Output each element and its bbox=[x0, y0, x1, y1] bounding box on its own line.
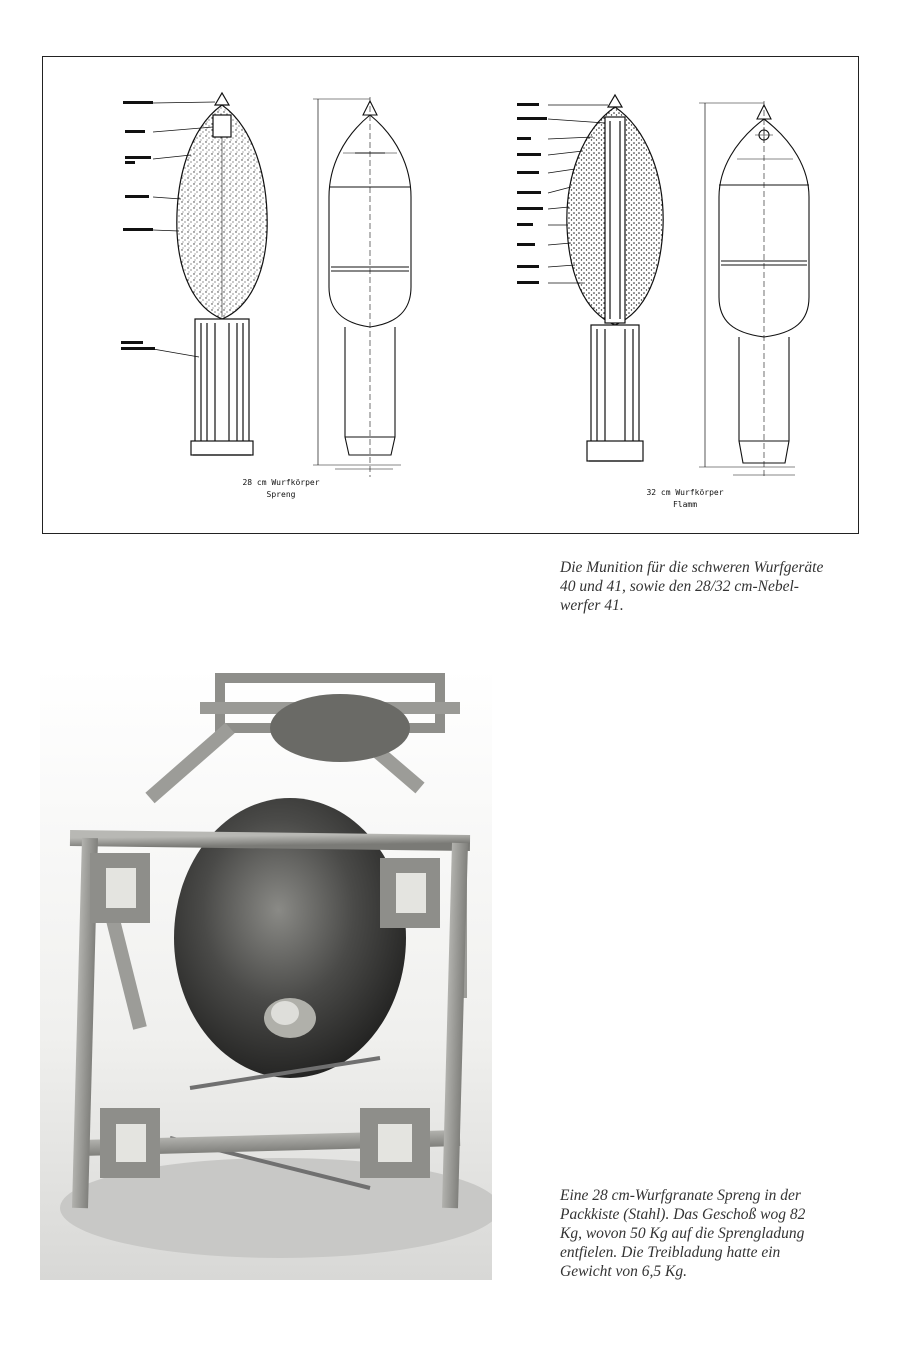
caption-wurfgranate-line: entfielen. Die Treibladung hatte ein bbox=[560, 1244, 781, 1261]
caption-wurfgranate-line: Eine 28 cm-Wurfgranate Spreng in der bbox=[560, 1187, 801, 1204]
caption-wurfgranate bbox=[560, 1186, 805, 1281]
drawing-label-32cm bbox=[635, 487, 735, 511]
photo-packkiste bbox=[40, 668, 492, 1280]
rocket-32cm-outline bbox=[699, 101, 809, 477]
rocket-28cm-section bbox=[121, 93, 267, 455]
caption-munition bbox=[560, 558, 823, 615]
rocket-drawings bbox=[43, 57, 860, 535]
caption-munition-line: 40 und 41, sowie den 28/32 cm-Nebel- bbox=[560, 578, 799, 595]
rocket-28cm-outline bbox=[313, 97, 411, 477]
caption-munition-line: Die Munition für die schweren Wurfgeräte bbox=[560, 559, 824, 576]
technical-drawing-figure bbox=[42, 56, 859, 534]
drawing-label-32cm-line2: Flamm bbox=[672, 500, 698, 509]
caption-wurfgranate-line: Gewicht von 6,5 Kg. bbox=[560, 1263, 687, 1280]
drawing-label-28cm-line2: Spreng bbox=[266, 490, 296, 499]
caption-munition-line: werfer 41. bbox=[560, 597, 624, 614]
photo-illustration bbox=[40, 668, 492, 1280]
rocket-32cm-section bbox=[517, 95, 663, 461]
caption-wurfgranate-line: Kg, wovon 50 Kg auf die Sprengladung bbox=[560, 1225, 805, 1242]
caption-wurfgranate-line: Packkiste (Stahl). Das Geschoß wog 82 bbox=[560, 1206, 806, 1223]
drawing-label-32cm-line1: 32 cm Wurfkörper bbox=[646, 488, 724, 497]
drawing-label-28cm bbox=[231, 477, 331, 501]
drawing-label-28cm-line1: 28 cm Wurfkörper bbox=[242, 478, 320, 487]
